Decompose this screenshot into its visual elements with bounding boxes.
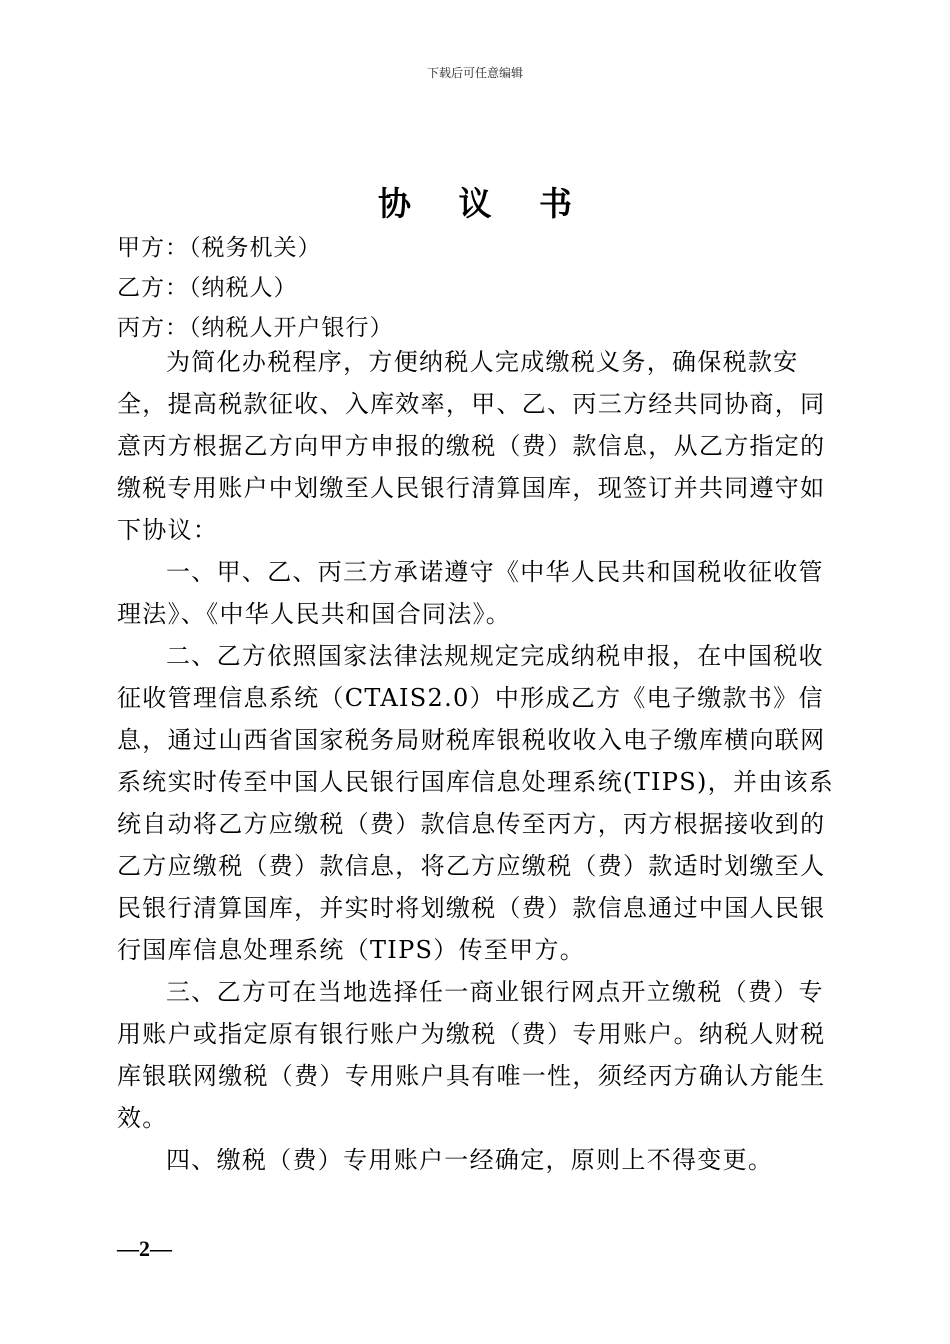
document-title: 协 议 书: [378, 184, 590, 223]
clause-1-line: 一、甲、乙、丙三方承诺遵守《中华人民共和国税收征收管: [166, 558, 824, 586]
clause-2-line: 乙方应缴税（费）款信息，将乙方应缴税（费）款适时划缴至人: [117, 852, 826, 880]
clause-3-line: 用账户或指定原有银行账户为缴税（费）专用账户。纳税人财税: [117, 1020, 826, 1048]
clause-2-line: 民银行清算国库，并实时将划缴税（费）款信息通过中国人民银: [117, 894, 826, 922]
clause-1-line: 理法》、《中华人民共和国合同法》。: [117, 600, 512, 628]
paragraph-line: 全，提高税款征收、入库效率，甲、乙、丙三方经共同协商，同: [117, 390, 826, 418]
party-c: 丙方：（纳税人开户银行）: [117, 315, 394, 341]
party-b: 乙方：（纳税人）: [117, 275, 298, 301]
paragraph-line: 意丙方根据乙方向甲方申报的缴税（费）款信息，从乙方指定的: [117, 432, 826, 460]
clause-3-line: 效。: [117, 1104, 168, 1132]
clause-2-line: 系统实时传至中国人民银行国库信息处理系统(TIPS)，并由该系: [117, 768, 835, 796]
clause-3-line: 库银联网缴税（费）专用账户具有唯一性，须经丙方确认方能生: [117, 1062, 826, 1090]
clause-2-line: 征收管理信息系统（CTAIS2.0）中形成乙方《电子缴款书》信: [117, 684, 824, 712]
clause-2-line: 二、乙方依照国家法律法规规定完成纳税申报，在中国税收: [166, 642, 824, 670]
header-note: 下载后可任意编辑: [426, 66, 523, 80]
clause-2-line: 息，通过山西省国家税务局财税库银税收收入电子缴库横向联网: [117, 726, 826, 754]
paragraph-line: 为简化办税程序，方便纳税人完成缴税义务，确保税款安: [166, 348, 799, 376]
paragraph-line: 下协议：: [117, 516, 219, 544]
party-a: 甲方：（税务机关）: [117, 235, 322, 261]
clause-2-line: 统自动将乙方应缴税（费）款信息传至丙方，丙方根据接收到的: [117, 810, 826, 838]
clause-4-line: 四、缴税（费）专用账户一经确定，原则上不得变更。: [166, 1146, 774, 1174]
clause-2-line: 行国库信息处理系统（TIPS）传至甲方。: [117, 936, 586, 964]
page-number: —2—: [117, 1236, 172, 1261]
paragraph-line: 缴税专用账户中划缴至人民银行清算国库，现签订并共同遵守如: [117, 474, 826, 502]
clause-3-line: 三、乙方可在当地选择任一商业银行网点开立缴税（费）专: [166, 978, 824, 1006]
